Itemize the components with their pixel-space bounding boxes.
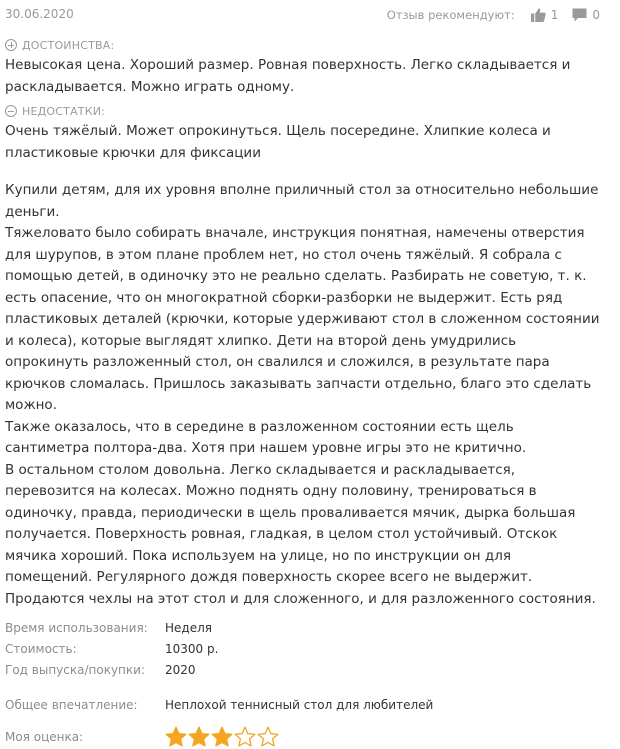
meta-value: 10300 р.: [165, 641, 219, 656]
recommend-block: [387, 8, 600, 22]
comments-button[interactable]: [572, 8, 600, 22]
review-card: [5, 0, 613, 749]
cons-text: Очень тяжёлый. Может опрокинуться. Щель посередине. Хлипкие колеса и пластиковые крючки для фиксации: [5, 123, 551, 161]
pros-header: [5, 38, 613, 52]
review-meta: [5, 617, 613, 680]
pros-label: ДОСТОИНСТВА:: [22, 38, 115, 52]
recommend-label: Отзыв рекомендуют:: [386, 8, 515, 22]
meta-key: Год выпуска/покупки:: [5, 662, 145, 677]
impression-value: Неплохой теннисный стол для любителей: [165, 698, 434, 712]
meta-usage-time: [5, 617, 613, 638]
cons-label: НЕДОСТАТКИ:: [22, 104, 106, 118]
review-paragraph: В остальном столом довольна. Легко складывается и раскладывается, перевозится на колесах. Можно поднять одну половину, тренироваться в одиночку, правда, периодически в щель проваливается мячик, дырка большая получается. Поверхность ровная, гладкая, в целом стол устойчивый. Отскок мячика хороший. Пока используем на улице, но по инструкции он для помещений. Регулярного дождя поверхность скорее всего не выдержит. Продаются чехлы на этот стол и для сложенного, и для разложенного состояния.: [5, 461, 596, 607]
likes-count: 1: [550, 8, 559, 22]
review-paragraph: Тяжеловато было собирать вначале, инструкция понятная, намечены отверстия для шурупов, в этом плане проблем нет, но стол очень тяжёлый. Я собрала с помощью детей, в одиночку это не реально сделать. Разбирать не советую, т. к. есть опасение, что он многократной сборки-разборки не выдержит. Есть ряд пластиковых деталей (крючки, которые удерживают стол в сложенном состоянии и колеса), которые выглядят хлипко. Дети на второй день умудрились опрокинуть разложенный стол, он свалился и сложился, в результате пара крючков сломалась. Пришлось заказывать запчасти отдельно, благо это сделать можно.: [5, 225, 600, 413]
star-filled-icon: [211, 726, 233, 748]
review-paragraph: Также оказалось, что в середине в разложенном состоянии есть щель сантиметра полтора-два. Хотя при нашем уровне игры это не критично.: [5, 418, 527, 456]
plus-icon: [5, 39, 17, 51]
star-empty-icon: [234, 726, 256, 748]
star-filled-icon: [188, 726, 210, 748]
rating-label: Моя оценка:: [5, 730, 84, 744]
comment-icon: [572, 8, 587, 22]
my-rating: [5, 725, 613, 749]
review-paragraph: Купили детям, для их уровня вполне приличный стол за относительно небольшие деньги.: [5, 182, 599, 220]
meta-year: [5, 659, 613, 680]
meta-key: Время использования:: [5, 620, 148, 635]
star-filled-icon: [165, 726, 187, 748]
overall-impression: [5, 696, 613, 714]
rating-stars: [165, 726, 280, 748]
thumbs-up-icon: [531, 8, 546, 22]
minus-icon: [5, 105, 17, 117]
review-header: [5, 0, 613, 32]
cons-header: [5, 104, 613, 118]
pros-text: Невысокая цена. Хороший размер. Ровная поверхность. Легко складывается и раскладывается. Можно играть одному.: [5, 57, 571, 95]
meta-value: 2020: [165, 662, 196, 677]
meta-key: Стоимость:: [5, 641, 77, 656]
impression-label: Общее впечатление:: [5, 698, 138, 712]
comments-count: 0: [592, 8, 600, 22]
meta-cost: [5, 638, 613, 659]
review-date: 30.06.2020: [5, 7, 74, 21]
like-button[interactable]: [531, 8, 559, 22]
review-body: [5, 180, 613, 610]
star-empty-icon: [257, 726, 279, 748]
meta-value: Неделя: [165, 620, 212, 635]
